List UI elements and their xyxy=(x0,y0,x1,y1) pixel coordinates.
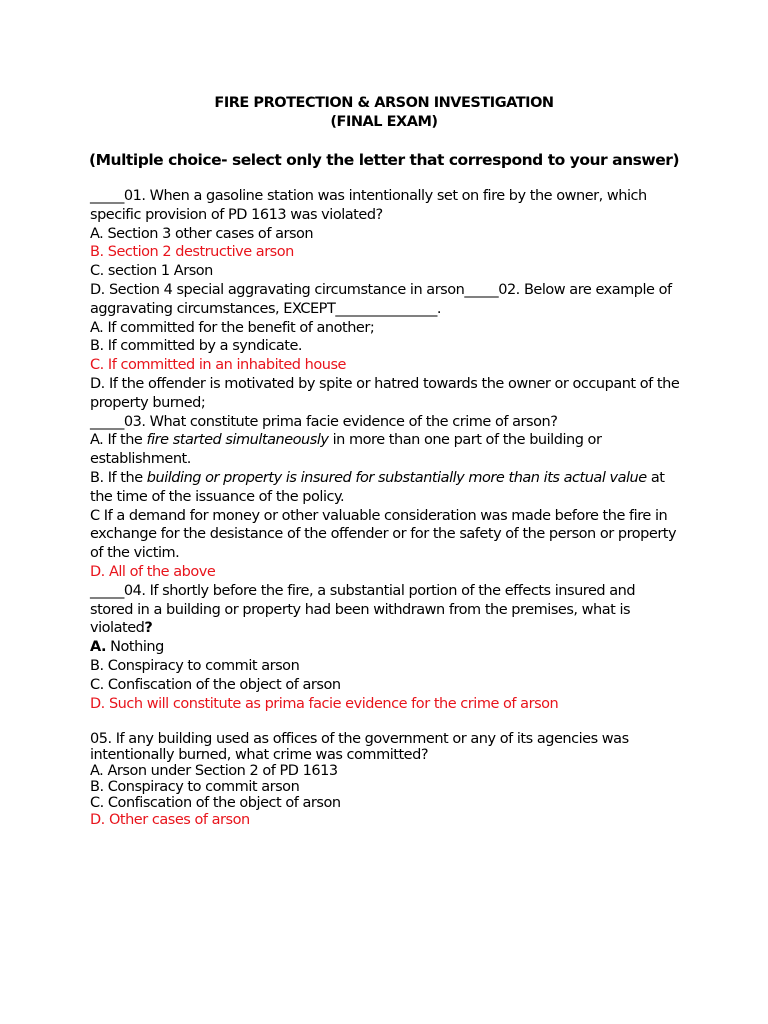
q5-option-b: B. Conspiracy to commit arson xyxy=(90,778,300,795)
q3-option-c-line3: of the victim. xyxy=(90,545,180,562)
q1-stem-line1: _____01. When a gasoline station was intentionally set on fire by the owner, which xyxy=(90,188,647,204)
q4-stem-line2: stored in a building or property had been withdrawn from the premises, what is xyxy=(90,601,631,618)
q3-stem: _____03. What constitute prima facie evidence of the crime of arson? xyxy=(90,413,558,430)
q1-stem-line2: specific provision of PD 1613 was violated? xyxy=(90,206,383,223)
q4-option-b: B. Conspiracy to commit arson xyxy=(90,657,300,674)
q4-question-mark: ? xyxy=(144,620,153,637)
q4-answer-option-d: D. Such will constitute as prima facie evidence for the crime of arson xyxy=(90,695,559,712)
exam-subtitle: (FINAL EXAM) xyxy=(330,114,438,130)
q4-option-a xyxy=(90,638,690,657)
question-spacer xyxy=(90,713,690,732)
q4-option-c: C. Confiscation of the object of arson xyxy=(90,676,341,693)
q5-option-a: A. Arson under Section 2 of PD 1613 xyxy=(90,762,338,779)
q3-option-b-line2: the time of the issuance of the policy. xyxy=(90,488,345,505)
q3-option-a-suffix: in more than one part of the building or xyxy=(328,432,602,449)
q3-option-b-line1 xyxy=(90,469,690,488)
q2-option-a: A. If committed for the benefit of another; xyxy=(90,319,375,336)
q2-answer-option-c: C. If committed in an inhabited house xyxy=(90,357,346,374)
q4-stem-line3 xyxy=(90,619,690,638)
q3-option-a-line2: establishment. xyxy=(90,451,191,468)
q1-answer-option-b: B. Section 2 destructive arson xyxy=(90,244,294,261)
q1-option-a: A. Section 3 other cases of arson xyxy=(90,225,314,242)
q3-option-c-line2: exchange for the desistance of the offender or for the safety of the person or property xyxy=(90,526,677,543)
q2-option-d-line1: D. If the offender is motivated by spite or hatred towards the owner or occupant of the xyxy=(90,375,680,392)
q3-option-a-line1 xyxy=(90,431,690,450)
q1-option-c: C. section 1 Arson xyxy=(90,263,213,280)
q3-option-a-prefix: A. If the xyxy=(90,432,147,449)
q4-stem-line1: _____04. If shortly before the fire, a substantial portion of the effects insured and xyxy=(90,582,636,599)
q4-option-a-text: Nothing xyxy=(106,639,164,656)
q4-option-a-letter: A. xyxy=(90,639,107,656)
exam-instruction: (Multiple choice- select only the letter that correspond to your answer) xyxy=(89,151,680,169)
q2-option-b: B. If committed by a syndicate. xyxy=(90,338,303,355)
q3-option-b-prefix: B. If the xyxy=(90,469,147,486)
q3-answer-option-d: D. All of the above xyxy=(90,563,216,580)
q3-option-b-suffix: at xyxy=(646,469,665,486)
question-list xyxy=(90,187,690,830)
q4-stem-line3-text: violated xyxy=(90,620,145,637)
q2-stem-line2: aggravating circumstances, EXCEPT_______________. xyxy=(90,300,442,317)
q1-option-d-q2-stem: D. Section 4 special aggravating circumstance in arson_____02. Below are example of xyxy=(90,281,672,298)
q5-stem-line1: 05. If any building used as offices of the government or any of its agencies was xyxy=(90,731,629,748)
q3-option-a-emphasis: fire started simultaneously xyxy=(146,432,329,449)
q3-option-c-line1: C If a demand for money or other valuable consideration was made before the fire in xyxy=(90,507,668,524)
q5-option-c: C. Confiscation of the object of arson xyxy=(90,794,341,811)
q3-option-b-emphasis: building or property is insured for substantially more than its actual value xyxy=(146,469,647,486)
q2-option-d-line2: property burned; xyxy=(90,394,206,411)
q5-answer-option-d: D. Other cases of arson xyxy=(90,812,250,829)
exam-title: FIRE PROTECTION & ARSON INVESTIGATION xyxy=(214,95,554,111)
q5-stem-line2: intentionally burned, what crime was committed? xyxy=(90,747,429,764)
